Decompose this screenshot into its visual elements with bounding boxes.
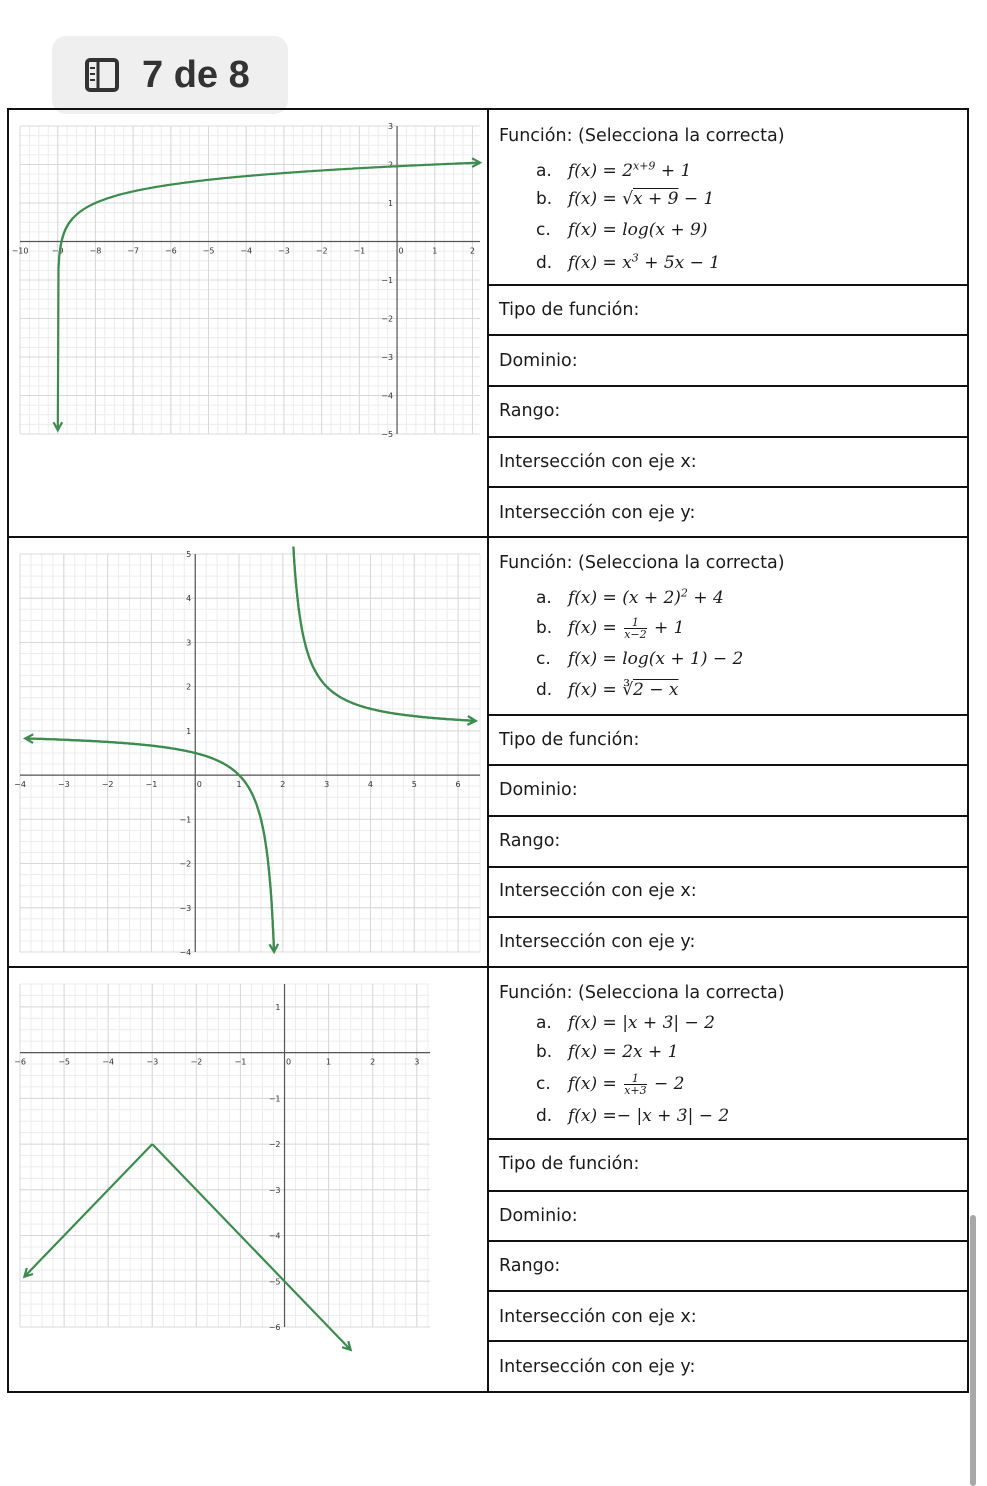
function-prompt: Función: (Selecciona la correcta) xyxy=(499,553,785,573)
answer-option[interactable] xyxy=(536,617,685,640)
option-letter: d. xyxy=(536,680,553,700)
row-divider xyxy=(487,284,969,286)
x-tick-label: −1 xyxy=(145,780,158,790)
row-divider xyxy=(487,486,969,488)
option-letter: a. xyxy=(536,160,552,181)
y-tick-label: 5 xyxy=(186,550,192,559)
x-tick-label: −7 xyxy=(127,246,140,256)
function-curve xyxy=(60,160,480,254)
row-divider xyxy=(487,1138,969,1140)
x-tick-label: 4 xyxy=(367,780,374,790)
option-formula: $f(x) = 2^{x+9} + 1$ xyxy=(568,159,692,181)
y-tick-label: −1 xyxy=(179,815,192,825)
option-formula: f(x) = |x + 3| − 2 xyxy=(568,1013,715,1033)
x-tick-label: −4 xyxy=(102,1057,115,1067)
x-tick-label: −8 xyxy=(89,246,102,256)
y-tick-label: −1 xyxy=(268,1094,281,1104)
function-curve xyxy=(25,738,274,952)
row-label-tipo: Tipo de función: xyxy=(499,300,640,320)
block-divider xyxy=(7,536,969,538)
x-tick-label: −3 xyxy=(57,780,70,790)
option-letter: c. xyxy=(536,649,551,669)
row-divider xyxy=(487,385,969,387)
y-tick-label: 3 xyxy=(387,122,394,131)
y-tick-label: −4 xyxy=(179,948,192,957)
y-tick-label: 2 xyxy=(186,682,192,692)
scrollbar[interactable] xyxy=(970,1215,976,1486)
x-tick-label: 0 xyxy=(196,780,202,790)
y-tick-label: −4 xyxy=(381,391,394,401)
x-tick-label: −6 xyxy=(14,1057,26,1067)
answer-option[interactable] xyxy=(536,220,707,240)
page-indicator-label: 7 de 8 xyxy=(142,53,250,96)
row-divider xyxy=(487,1240,969,1242)
y-tick-label: 1 xyxy=(186,726,192,736)
y-tick-label: 2 xyxy=(387,160,394,170)
x-tick-label: 3 xyxy=(324,780,330,790)
x-tick-label: 0 xyxy=(398,246,404,256)
row-divider xyxy=(487,916,969,918)
graph-rational xyxy=(14,548,480,958)
row-label-intx: Intersección con eje x: xyxy=(499,881,697,901)
x-tick-label: −2 xyxy=(101,780,114,790)
answer-option[interactable] xyxy=(536,1042,678,1062)
answer-option[interactable] xyxy=(536,1073,685,1096)
x-tick-label: −6 xyxy=(164,246,177,256)
y-tick-label: −6 xyxy=(268,1323,281,1332)
answer-option[interactable] xyxy=(536,649,743,669)
y-tick-label: −3 xyxy=(179,903,192,913)
column-divider xyxy=(487,108,489,1393)
row-divider xyxy=(487,866,969,868)
function-curve xyxy=(25,738,274,952)
option-formula: f(x) = √x + 9 − 1 xyxy=(568,189,715,209)
row-label-inty: Intersección con eje y: xyxy=(499,503,696,523)
x-tick-label: 5 xyxy=(411,780,417,790)
x-tick-label: −4 xyxy=(14,780,26,790)
x-tick-label: 1 xyxy=(432,246,438,256)
x-tick-label: −10 xyxy=(11,246,29,256)
row-divider xyxy=(487,815,969,817)
option-letter: a. xyxy=(536,587,552,608)
answer-option[interactable] xyxy=(536,189,714,209)
y-tick-label: 3 xyxy=(186,638,192,648)
page-indicator xyxy=(52,36,288,114)
y-tick-label: −4 xyxy=(268,1231,281,1241)
y-tick-label: −5 xyxy=(268,1277,281,1287)
option-letter: d. xyxy=(536,252,553,273)
x-tick-label: 3 xyxy=(414,1057,420,1067)
answer-option[interactable] xyxy=(536,251,720,273)
option-letter: a. xyxy=(536,1013,552,1033)
option-formula: $f(x) = (x + 2)^2 + 4$ xyxy=(568,586,724,608)
x-tick-label: −2 xyxy=(190,1057,203,1067)
row-divider xyxy=(487,764,969,766)
option-formula: f(x) = ∛2 − x xyxy=(568,680,679,700)
option-formula: f(x) = log(x + 9) xyxy=(568,220,708,240)
y-tick-label: −2 xyxy=(381,314,394,324)
option-formula: f(x) =− |x + 3| − 2 xyxy=(568,1106,730,1126)
x-tick-label: 2 xyxy=(469,246,476,256)
row-label-rango: Rango: xyxy=(499,401,561,421)
row-label-rango: Rango: xyxy=(499,1256,561,1276)
row-label-dominio: Dominio: xyxy=(499,1206,578,1226)
row-divider xyxy=(487,334,969,336)
x-tick-label: −5 xyxy=(202,246,215,256)
row-divider xyxy=(487,1290,969,1292)
function-curve xyxy=(58,218,73,430)
y-tick-label: −2 xyxy=(268,1140,281,1150)
row-label-intx: Intersección con eje x: xyxy=(499,1307,697,1327)
graph-absolute xyxy=(14,978,430,1333)
option-letter: c. xyxy=(536,1074,551,1094)
y-tick-label: 4 xyxy=(186,594,192,604)
x-tick-label: −5 xyxy=(58,1057,70,1067)
x-tick-label: 2 xyxy=(370,1057,376,1067)
function-curve xyxy=(293,547,475,721)
row-label-intx: Intersección con eje x: xyxy=(499,452,697,472)
row-label-tipo: Tipo de función: xyxy=(499,1154,640,1174)
option-formula: f(x) = log(x + 1) − 2 xyxy=(568,649,744,669)
y-tick-label: −5 xyxy=(381,430,394,439)
function-prompt: Función: (Selecciona la correcta) xyxy=(499,126,785,146)
y-tick-label: −3 xyxy=(381,353,394,362)
x-tick-label: −4 xyxy=(240,246,253,256)
option-letter: d. xyxy=(536,1106,553,1126)
function-curve xyxy=(293,547,475,721)
x-tick-label: −3 xyxy=(278,246,290,256)
y-tick-label: −2 xyxy=(179,859,192,869)
option-letter: c. xyxy=(536,220,551,240)
x-tick-label: 2 xyxy=(280,780,286,790)
row-label-inty: Intersección con eje y: xyxy=(499,932,696,952)
graph-log xyxy=(11,120,480,440)
x-tick-label: 1 xyxy=(236,780,242,790)
block-divider xyxy=(7,966,969,968)
row-label-tipo: Tipo de función: xyxy=(499,730,640,750)
option-formula: f(x) = 2x + 1 xyxy=(568,1042,679,1062)
function-curve xyxy=(24,1144,152,1277)
option-formula: $f(x) = x^3 + 5x - 1$ xyxy=(568,251,721,273)
y-tick-label: −1 xyxy=(381,276,394,285)
answer-option[interactable] xyxy=(536,586,724,608)
x-tick-label: −3 xyxy=(146,1057,159,1067)
y-tick-label: 1 xyxy=(387,199,394,208)
x-tick-label: 0 xyxy=(285,1057,292,1067)
row-label-dominio: Dominio: xyxy=(499,780,578,800)
y-tick-label: 1 xyxy=(275,1002,281,1012)
answer-option[interactable] xyxy=(536,1106,729,1126)
row-divider xyxy=(487,714,969,716)
row-divider xyxy=(487,1340,969,1342)
option-letter: b. xyxy=(536,189,553,209)
x-tick-label: −9 xyxy=(51,246,64,256)
row-label-rango: Rango: xyxy=(499,831,561,851)
answer-option[interactable] xyxy=(536,1013,715,1033)
x-tick-label: −1 xyxy=(234,1057,247,1067)
answer-option[interactable] xyxy=(536,159,691,181)
function-prompt: Función: (Selecciona la correcta) xyxy=(499,983,785,1003)
row-label-dominio: Dominio: xyxy=(499,351,578,371)
option-letter: b. xyxy=(536,1042,553,1062)
x-tick-label: −2 xyxy=(315,246,328,256)
option-formula: f(x) = $\frac{1}{x+3}$ − 2 xyxy=(568,1072,685,1097)
option-letter: b. xyxy=(536,618,553,638)
row-divider xyxy=(487,436,969,438)
row-divider xyxy=(487,1190,969,1192)
x-tick-label: 1 xyxy=(326,1057,332,1067)
y-tick-label: −3 xyxy=(268,1185,281,1195)
x-tick-label: 6 xyxy=(455,780,461,790)
row-label-inty: Intersección con eje y: xyxy=(499,1357,696,1377)
option-formula: f(x) = $\frac{1}{x-2}$ + 1 xyxy=(568,616,685,641)
document-pages-icon xyxy=(84,57,120,93)
x-tick-label: −1 xyxy=(353,246,366,256)
answer-option[interactable] xyxy=(536,680,679,700)
